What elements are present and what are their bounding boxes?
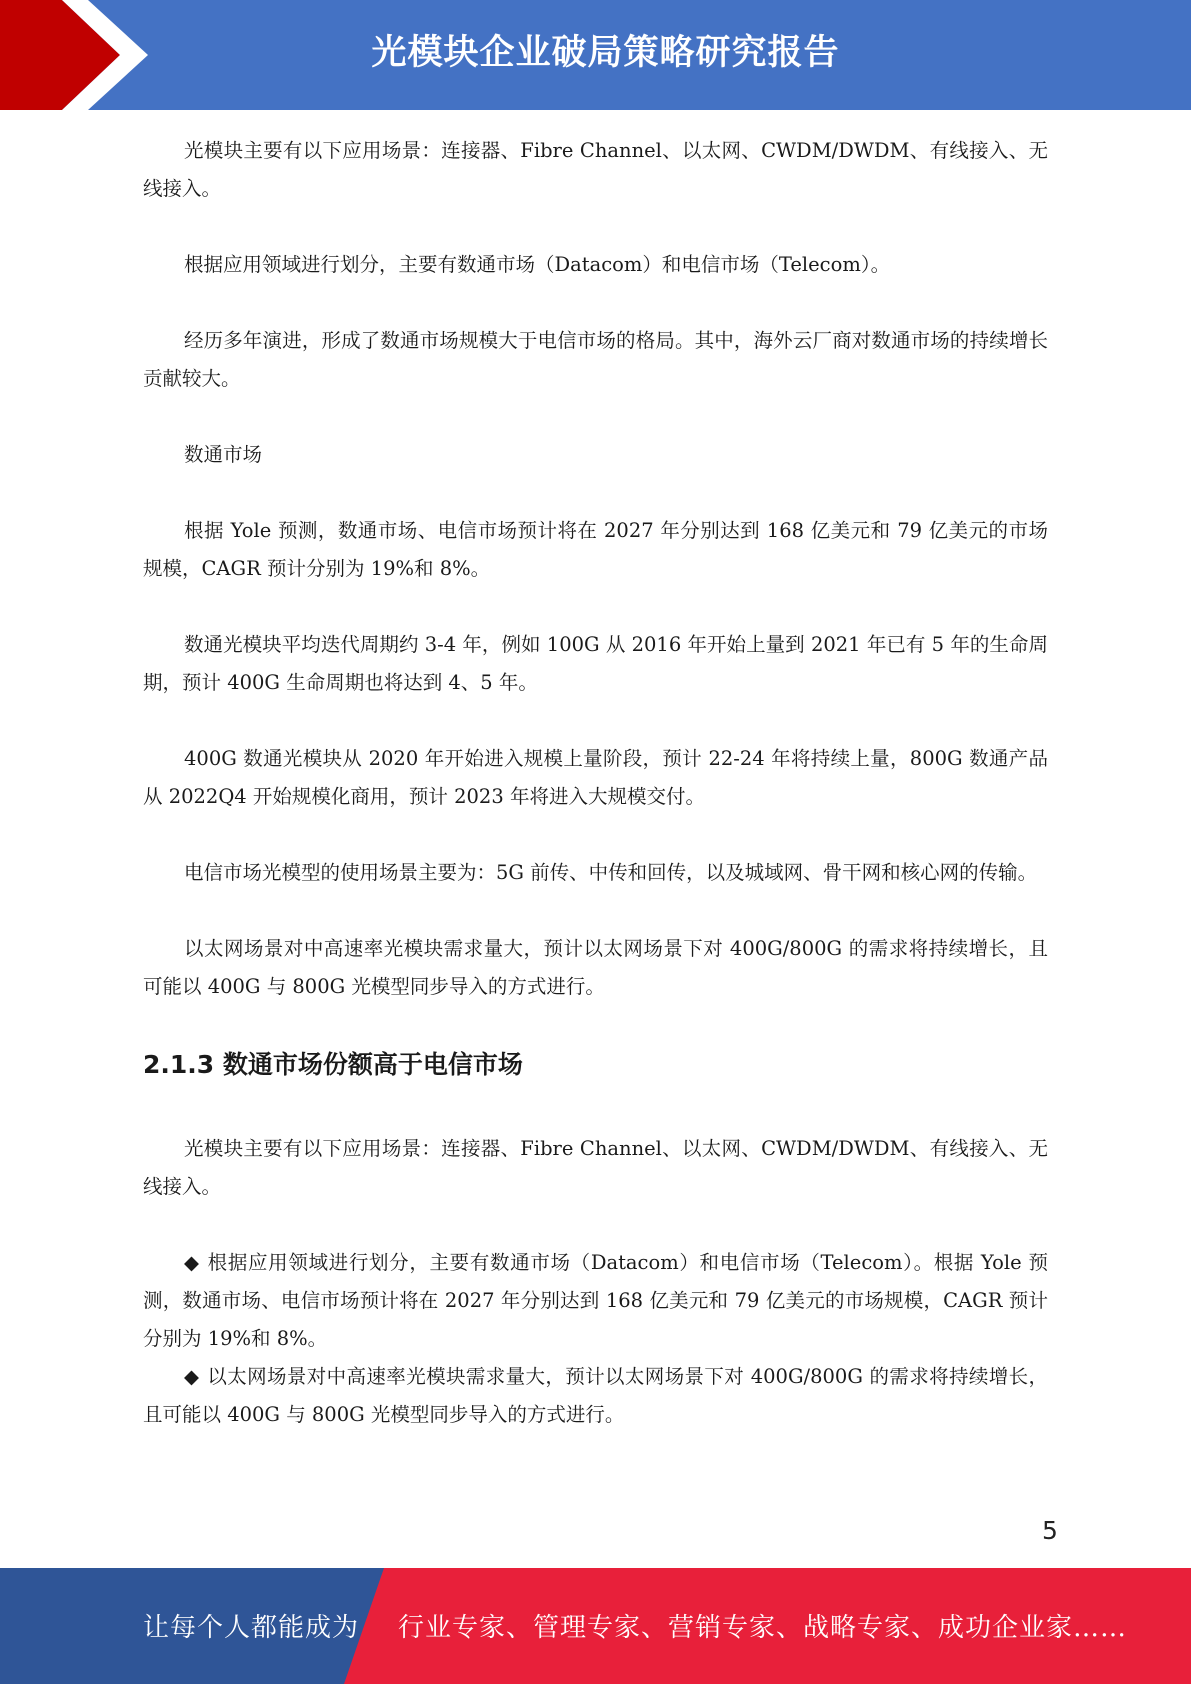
paragraph: 经历多年演进，形成了数通市场规模大于电信市场的格局。其中，海外云厂商对数通市场的持续增长贡献较大。 <box>143 329 1048 390</box>
page-number: 5 <box>1042 1516 1058 1545</box>
paragraph: 以太网场景对中高速率光模块需求量大，预计以太网场景下对 400G/800G 的需求将持续增长，且可能以 400G 与 800G 光模型同步导入的方式进行。 <box>143 937 1048 998</box>
report-title: 光模块企业破局策略研究报告 <box>371 33 840 73</box>
section-heading: 2.1.3 数通市场份额高于电信市场 <box>143 1050 523 1079</box>
paragraph: 根据应用领域进行划分，主要有数通市场（Datacom）和电信市场（Telecom）。 <box>184 253 891 276</box>
bullet-text: 根据应用领域进行划分，主要有数通市场（Datacom）和电信市场（Telecom）。根据 Yole 预测，数通市场、电信市场预计将在 2027 年分别达到 168 亿美元和 79 亿美元的市场规模，CAGR 预计分别为 19%和 8%。 <box>143 1251 1048 1350</box>
bullet-item <box>143 1244 1048 1358</box>
paragraph: 电信市场光模型的使用场景主要为：5G 前传、中传和回传，以及城域网、骨干网和核心网的传输。 <box>184 861 1038 884</box>
section-intro: 光模块主要有以下应用场景：连接器、Fibre Channel、以太网、CWDM/DWDM、有线接入、无线接入。 <box>143 1137 1048 1198</box>
paragraph: 400G 数通光模块从 2020 年开始进入规模上量阶段，预计 22-24 年将持续上量，800G 数通产品从 2022Q4 开始规模化商用，预计 2023 年将进入大规模交付。 <box>143 747 1048 808</box>
footer-slogan-right: 行业专家、管理专家、营销专家、战略专家、成功企业家…… <box>398 1613 1128 1643</box>
page-footer <box>0 1568 1191 1684</box>
paragraph: 根据 Yole 预测，数通市场、电信市场预计将在 2027 年分别达到 168 亿美元和 79 亿美元的市场规模，CAGR 预计分别为 19%和 8%。 <box>143 519 1048 580</box>
page-header <box>0 0 1191 110</box>
diamond-bullet-icon: ◆ <box>184 1365 200 1388</box>
footer-slogan-left: 让每个人都能成为 <box>143 1613 360 1643</box>
page-content <box>143 132 1048 1434</box>
paragraph: 数通市场 <box>184 443 263 466</box>
paragraph: 数通光模块平均迭代周期约 3-4 年，例如 100G 从 2016 年开始上量到 2021 年已有 5 年的生命周期，预计 400G 生命周期也将达到 4、5 年。 <box>143 633 1048 694</box>
bullet-text: 以太网场景对中高速率光模块需求量大，预计以太网场景下对 400G/800G 的需求将持续增长，且可能以 400G 与 800G 光模型同步导入的方式进行。 <box>143 1365 1049 1426</box>
diamond-bullet-icon: ◆ <box>184 1251 200 1274</box>
paragraph: 光模块主要有以下应用场景：连接器、Fibre Channel、以太网、CWDM/DWDM、有线接入、无线接入。 <box>143 139 1048 200</box>
bullet-item <box>143 1358 1048 1434</box>
